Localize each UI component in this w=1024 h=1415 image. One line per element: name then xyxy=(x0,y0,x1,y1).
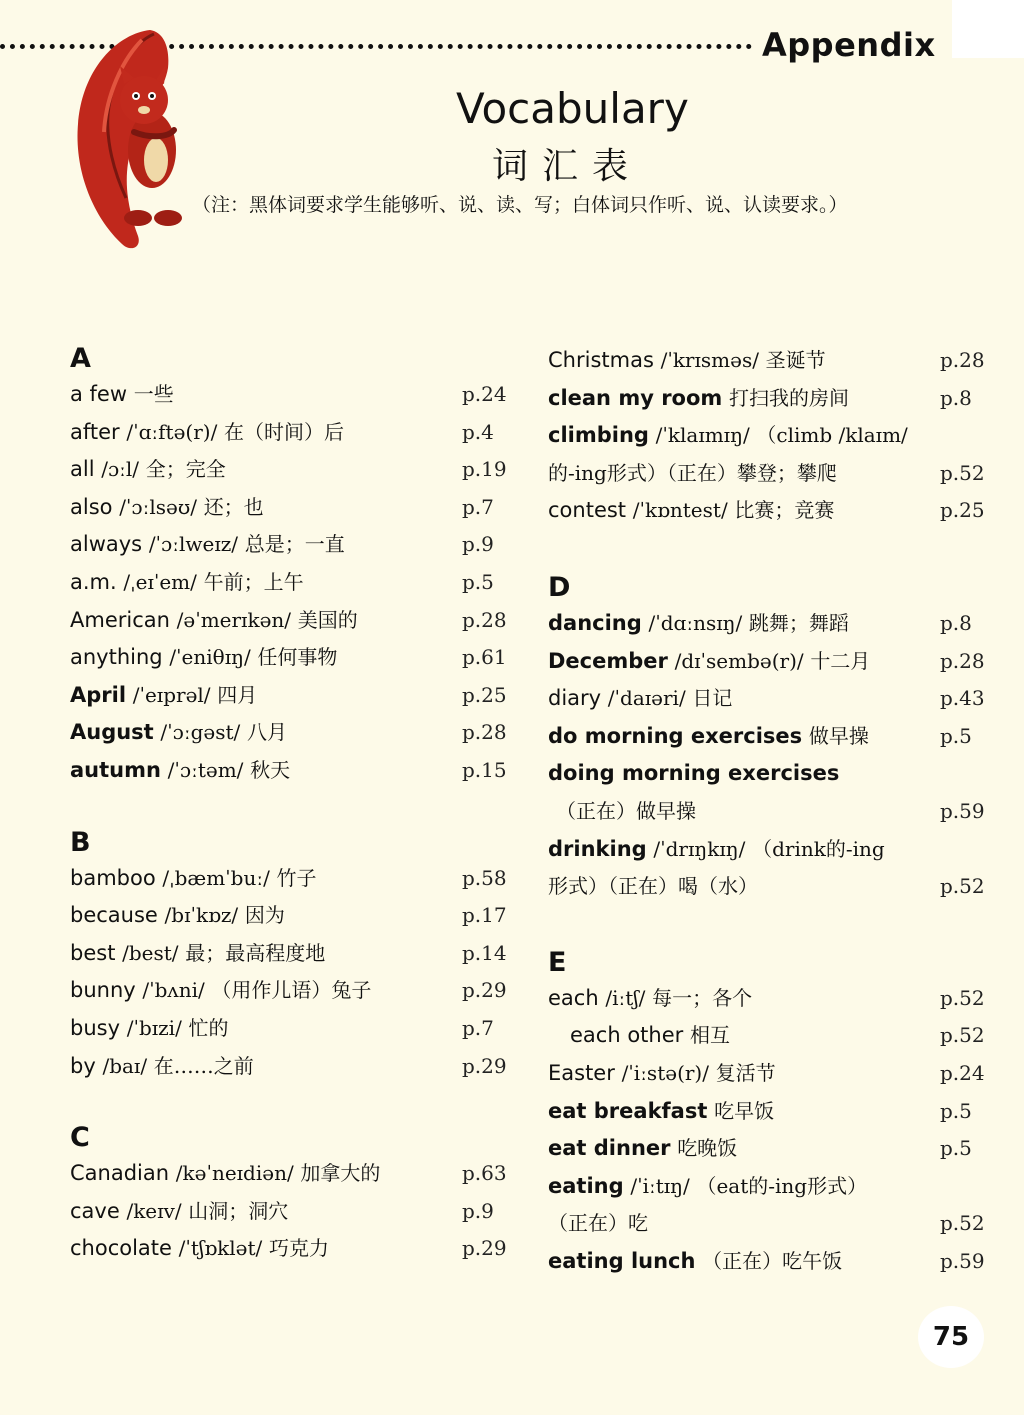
entry-row: chocolate /ˈtʃɒklət/ 巧克力 p.29 xyxy=(70,1236,507,1261)
entry-row: contest /ˈkɒntest/ 比赛；竞赛 p.25 xyxy=(548,498,985,523)
entry-row: eating /ˈiːtɪŋ/ （eat的-ing形式） xyxy=(548,1173,868,1198)
entry-row: doing morning exercises xyxy=(548,761,840,786)
title-chinese: 词汇表 xyxy=(492,146,643,187)
entry-row: always /ˈɔːlweɪz/ 总是；一直 p.9 xyxy=(70,532,494,557)
entry-row: busy /ˈbɪzi/ 忙的 p.7 xyxy=(70,1015,494,1040)
header-corner xyxy=(952,0,1024,58)
entries-d xyxy=(548,605,1000,906)
letter-heading-e: E xyxy=(548,946,567,978)
entry-row: after /ˈɑːftə(r)/ 在（时间）后 p.4 xyxy=(70,419,494,444)
entry-row: eat dinner 吃晚饭 p.5 xyxy=(548,1136,972,1161)
squirrel-icon xyxy=(64,22,204,256)
entry-row: because /bɪˈkɒz/ 因为 p.17 xyxy=(70,903,507,928)
letter-heading-d: D xyxy=(548,571,571,603)
entry-row: by /baɪ/ 在……之前 p.29 xyxy=(70,1053,507,1078)
entry-row: dancing /ˈdɑːnsɪŋ/ 跳舞；舞蹈 p.8 xyxy=(548,610,972,635)
letter-heading-a: A xyxy=(70,343,91,374)
entry-row: all /ɔːl/ 全；完全 p.19 xyxy=(70,457,507,482)
entries-c-continued xyxy=(548,342,1000,530)
letter-heading-b: B xyxy=(70,826,91,858)
note-text: （注：黑体词要求学生能够听、说、读、写；白体词只作听、说、认读要求。） xyxy=(192,194,848,216)
entry-row: each other 相互 p.52 xyxy=(570,1023,985,1048)
entry-row: best /best/ 最；最高程度地 p.14 xyxy=(70,940,507,965)
entries-b xyxy=(70,860,510,1086)
appendix-heading: Appendix xyxy=(762,26,936,64)
entry-row: August /ˈɔːgəst/ 八月 p.28 xyxy=(70,720,507,745)
entries-e xyxy=(548,980,1000,1281)
entry-row: a few 一些 p.24 xyxy=(70,382,507,406)
entry-row: clean my room 打扫我的房间 p.8 xyxy=(548,385,972,410)
entry-row-continued: （正在）做早操 p.59 xyxy=(556,798,985,823)
entry-row: cave /keɪv/ 山洞；洞穴 p.9 xyxy=(70,1198,494,1223)
entry-row: do morning exercises 做早操 p.5 xyxy=(548,723,972,748)
entry-row: eat breakfast 吃早饭 p.5 xyxy=(548,1098,972,1123)
page-number: 75 xyxy=(918,1306,984,1368)
entry-row: bunny /ˈbʌni/ （用作儿语）兔子 p.29 xyxy=(70,978,507,1003)
letter-heading-c: C xyxy=(70,1122,90,1154)
entry-row: drinking /ˈdrɪŋkɪŋ/ （drink的-ing xyxy=(548,836,885,861)
entry-row: each /iːtʃ/ 每一；各个 p.52 xyxy=(548,985,985,1010)
entry-row-continued: 的-ing形式）（正在）攀登；攀爬 p.52 xyxy=(548,460,985,485)
entries-c xyxy=(70,1155,510,1268)
entry-row: Easter /ˈiːstə(r)/ 复活节 p.24 xyxy=(548,1060,985,1085)
entry-row: climbing /ˈklaɪmɪŋ/ （climb /klaɪm/ xyxy=(548,423,908,448)
entry-row: April /ˈeɪprəl/ 四月 p.25 xyxy=(70,682,507,707)
entry-row: also /ˈɔːlsəʊ/ 还；也 p.7 xyxy=(70,494,494,519)
entry-row: December /dɪˈsembə(r)/ 十二月 p.28 xyxy=(548,648,985,673)
entry-row: autumn /ˈɔːtəm/ 秋天 p.15 xyxy=(70,757,507,782)
title-english: Vocabulary xyxy=(456,84,689,133)
entry-row-continued: （正在）吃 p.52 xyxy=(548,1211,985,1236)
entries-a xyxy=(70,376,510,790)
entry-row: Christmas /ˈkrɪsməs/ 圣诞节 p.28 xyxy=(548,348,985,372)
entry-row: Canadian /kəˈneɪdiən/ 加拿大的 p.63 xyxy=(70,1161,507,1186)
entry-row: American /əˈmerɪkən/ 美国的 p.28 xyxy=(70,607,507,632)
entry-row: diary /ˈdaɪəri/ 日记 p.43 xyxy=(548,686,985,711)
entry-row: eating lunch （正在）吃午饭 p.59 xyxy=(548,1248,985,1273)
entry-row-continued: 形式）（正在）喝（水） p.52 xyxy=(548,874,985,899)
entry-row: a.m. /ˌeɪˈem/ 午前；上午 p.5 xyxy=(70,569,494,594)
entry-row: bamboo /ˌbæmˈbuː/ 竹子 p.58 xyxy=(70,865,507,890)
entry-row: anything /ˈeniθɪŋ/ 任何事物 p.61 xyxy=(70,645,507,670)
left-column xyxy=(70,342,510,1268)
right-column xyxy=(548,342,1000,1280)
